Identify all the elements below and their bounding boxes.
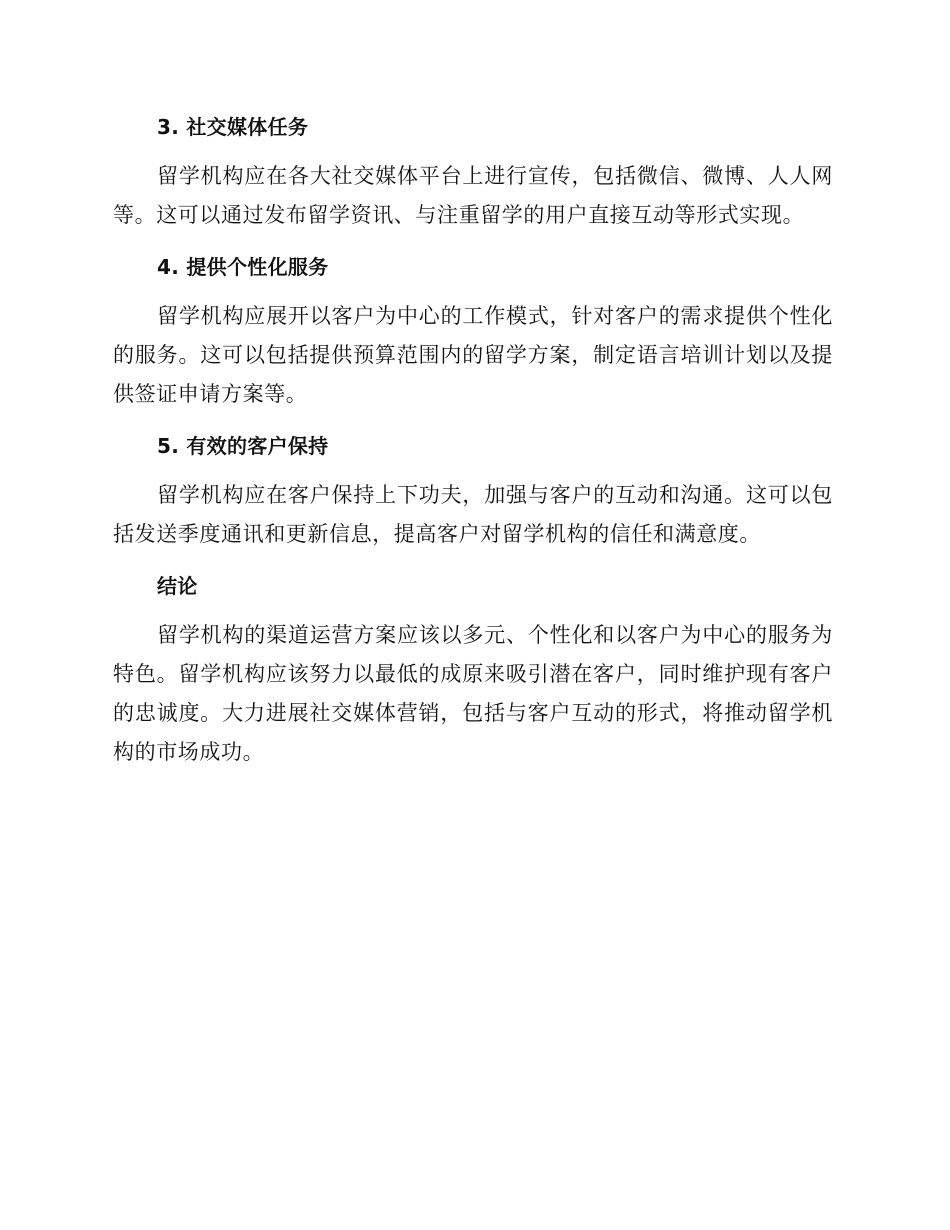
section-heading: 3. 社交媒体任务 — [157, 115, 309, 139]
section-heading: 5. 有效的客户保持 — [157, 434, 329, 458]
section-customer-retention — [113, 424, 833, 554]
section-conclusion — [113, 564, 833, 772]
section-paragraph: 留学机构应在各大社交媒体平台上进行宣传，包括微信、微博、人人网等。这可以通过发布留学资讯、与注重留学的用户直接互动等形式实现。 — [113, 164, 833, 227]
section-personalized-service — [113, 245, 833, 414]
document-body — [113, 105, 833, 782]
section-paragraph: 留学机构应在客户保持上下功夫，加强与客户的互动和沟通。这可以包括发送季度通讯和更新信息，提高客户对留学机构的信任和满意度。 — [113, 483, 833, 546]
section-paragraph: 留学机构应展开以客户为中心的工作模式，针对客户的需求提供个性化的服务。这可以包括提供预算范围内的留学方案，制定语言培训计划以及提供签证申请方案等。 — [113, 304, 833, 406]
section-heading: 结论 — [157, 574, 198, 598]
section-social-media — [113, 105, 833, 235]
section-heading: 4. 提供个性化服务 — [157, 255, 329, 279]
section-paragraph: 留学机构的渠道运营方案应该以多元、个性化和以客户为中心的服务为特色。留学机构应该努力以最低的成原来吸引潜在客户，同时维护现有客户的忠诚度。大力进展社交媒体营销，包括与客户互动的形式，将推动留学机构的市场成功。 — [113, 623, 833, 764]
